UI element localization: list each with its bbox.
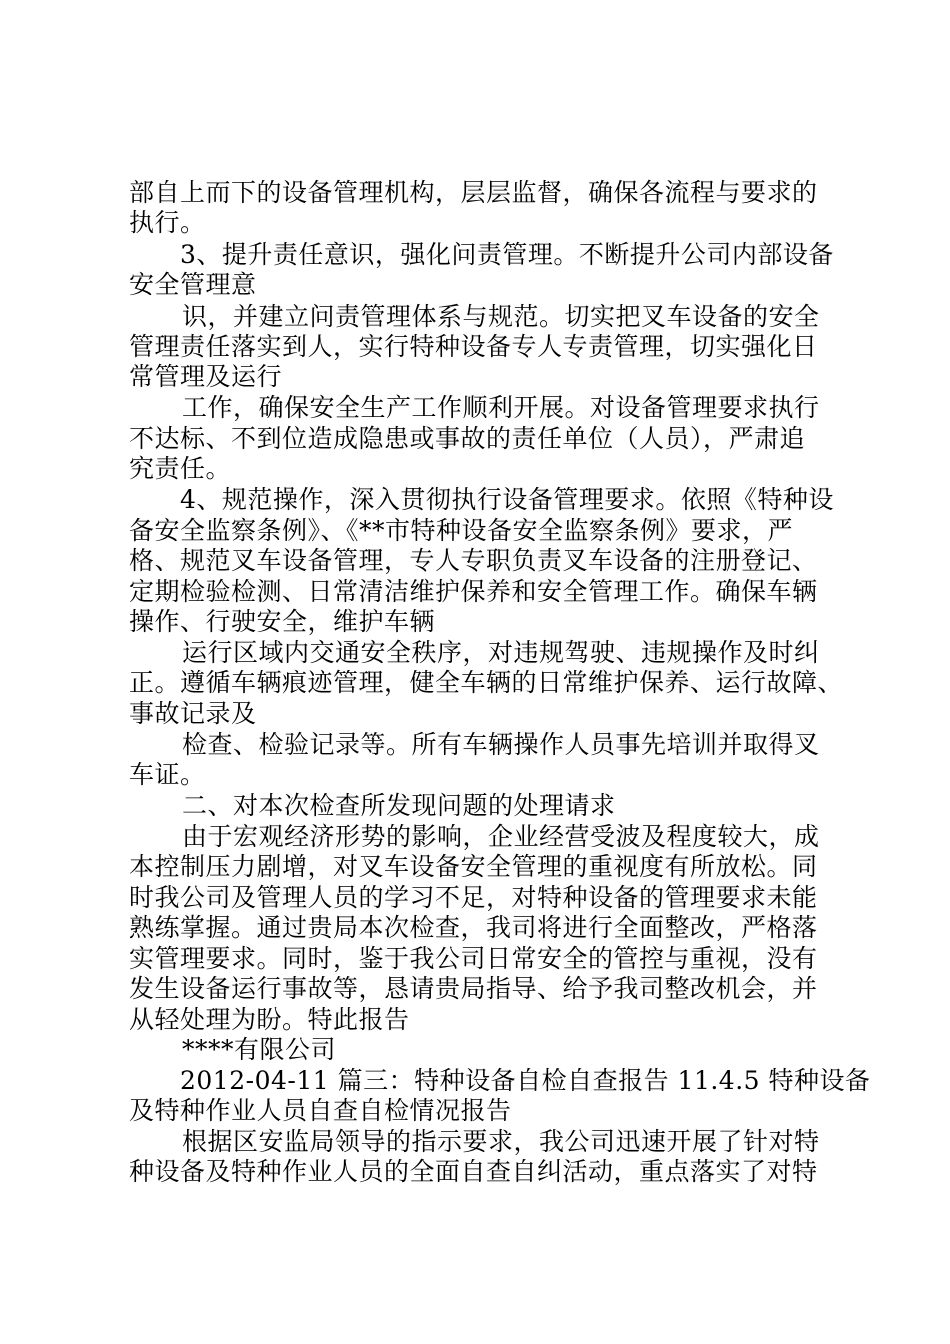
text-line: 从轻处理为盼。特此报告 bbox=[129, 1005, 410, 1034]
text-line: 3、提升责任意识，强化问责管理。不断提升公司内部设备 bbox=[180, 240, 834, 269]
text-line: 备安全监察条例》、《**市特种设备安全监察条例》要求，严 bbox=[129, 516, 794, 545]
text-line: 究责任。 bbox=[129, 454, 232, 483]
text-line: 及特种作业人员自查自检情况报告 bbox=[129, 1096, 512, 1125]
text-line: 种设备及特种作业人员的全面自查自纠活动，重点落实了对特 bbox=[129, 1157, 818, 1186]
text-line: 识，并建立问责管理体系与规范。切实把叉车设备的安全 bbox=[182, 302, 820, 331]
text-line: 本控制压力剧增，对叉车设备安全管理的重视度有所放松。同 bbox=[129, 852, 818, 881]
text-line: 不达标、不到位造成隐患或事故的责任单位（人员），严肃追 bbox=[129, 424, 806, 453]
section-heading: 二、对本次检查所发现问题的处理请求 bbox=[182, 791, 616, 820]
text-line: 熟练掌握。通过贵局本次检查，我司将进行全面整改，严格落 bbox=[129, 913, 818, 942]
text-line: 常管理及运行 bbox=[129, 362, 283, 391]
text-line: 操作、行驶安全，维护车辆 bbox=[129, 607, 436, 636]
text-line: 安全管理意 bbox=[129, 270, 257, 299]
text-line: 执行。 bbox=[129, 208, 206, 237]
text-line: 2012-04-11 篇三：特种设备自检自查报告 11.4.5 特种设备 bbox=[180, 1066, 871, 1095]
text-line: 由于宏观经济形势的影响，企业经营受波及程度较大，成 bbox=[182, 822, 820, 851]
text-line: 发生设备运行事故等，恳请贵局指导、给予我司整改机会，并 bbox=[129, 974, 818, 1003]
text-line: 管理责任落实到人，实行特种设备专人专责管理，切实强化日 bbox=[129, 332, 818, 361]
text-line: 检查、检验记录等。所有车辆操作人员事先培训并取得叉 bbox=[182, 730, 820, 759]
text-line: 正。遵循车辆痕迹管理，健全车辆的日常维护保养、运行故障、 bbox=[129, 668, 844, 697]
text-line: 定期检验检测、日常清洁维护保养和安全管理工作。确保车辆 bbox=[129, 577, 818, 606]
text-line: 4、规范操作，深入贯彻执行设备管理要求。依照《特种设 bbox=[180, 485, 834, 514]
text-line: 根据区安监局领导的指示要求，我公司迅速开展了针对特 bbox=[182, 1127, 820, 1156]
text-line: 工作，确保安全生产工作顺利开展。对设备管理要求执行 bbox=[182, 393, 820, 422]
text-line: 车证。 bbox=[129, 760, 206, 789]
text-line: 实管理要求。同时，鉴于我公司日常安全的管控与重视，没有 bbox=[129, 944, 818, 973]
company-signature: ****有限公司 bbox=[182, 1035, 337, 1064]
text-line: 事故记录及 bbox=[129, 699, 257, 728]
text-line: 格、规范叉车设备管理，专人专职负责叉车设备的注册登记、 bbox=[129, 546, 818, 575]
text-line: 时我公司及管理人员的学习不足，对特种设备的管理要求未能 bbox=[129, 883, 818, 912]
text-line: 运行区域内交通安全秩序，对违规驾驶、违规操作及时纠 bbox=[182, 638, 820, 667]
text-line: 部自上而下的设备管理机构，层层监督，确保各流程与要求的 bbox=[129, 178, 818, 207]
